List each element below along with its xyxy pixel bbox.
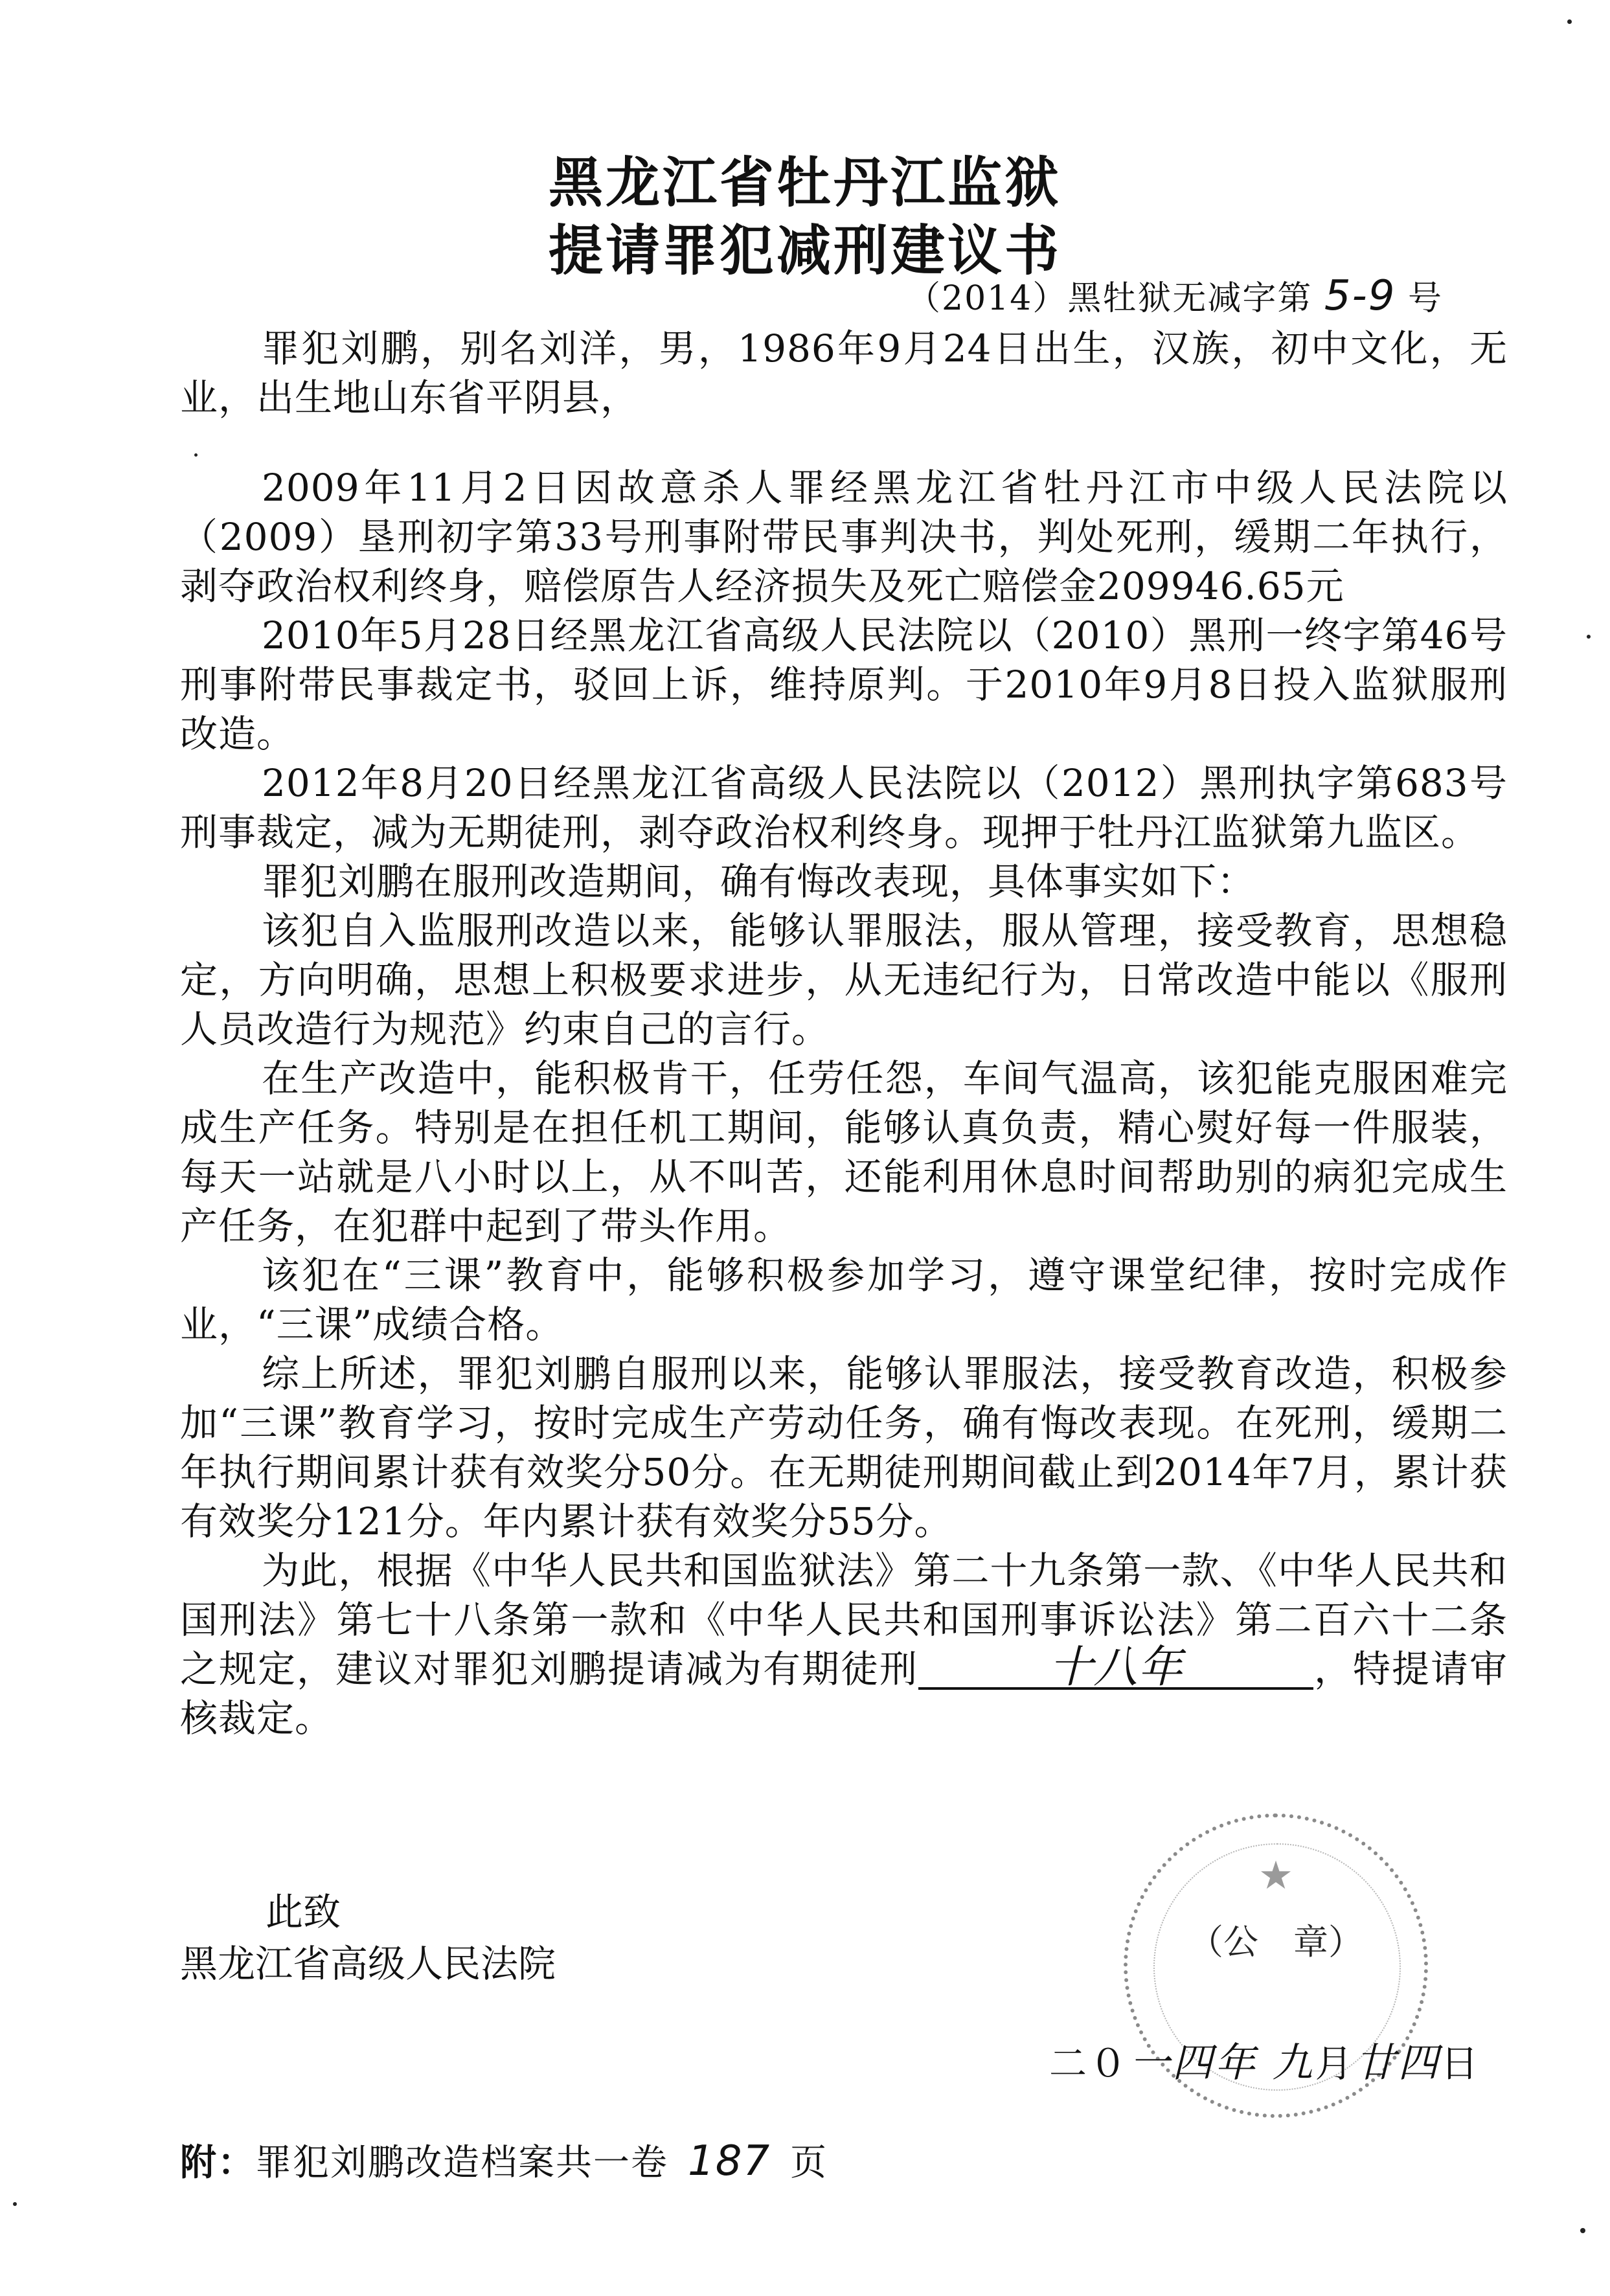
body-block-1 <box>180 324 1508 422</box>
paragraph-summary: 综上所述，罪犯刘鹏自服刑以来，能够认罪服法，接受教育改造，积极参加“三课”教育学习，按时完成生产劳动任务，确有悔改表现。在死刑，缓期二年执行期间累计获有效奖分50分。在无期徒刑期间截止到2014年7月，累计获有效奖分121分。年内累计获有效奖分55分。 <box>180 1352 1508 1543</box>
scan-speck <box>1580 2228 1585 2233</box>
paragraph-personal-info: 罪犯刘鹏，别名刘洋，男，1986年9月24日出生，汉族，初中文化，无业，出生地山东省平阴县， <box>180 326 1508 420</box>
proposal-closing-text: ，特提请审核裁定。 <box>180 1647 1508 1740</box>
paragraph-original-sentence: 2009年11月2日因故意杀人罪经黑龙江省牡丹江市中级人民法院以（2009）垦刑初字第33号刑事附带民事判决书，判处死刑，缓期二年执行，剥夺政治权利终身，赔偿原告人经济损失及死亡赔偿金209946.65元 <box>180 466 1508 608</box>
scan-speck <box>1567 19 1572 24</box>
document-number <box>907 271 1443 320</box>
date-day-suffix: 日 <box>1440 2041 1481 2086</box>
seal-star-icon: ★ <box>1258 1853 1293 1898</box>
document-title-line1: 黑龙江省牡丹江监狱 <box>548 151 1061 214</box>
attachment-text: 罪犯刘鹏改造档案共一卷 <box>255 2142 668 2184</box>
document-number-prefix: （2014）黑牡狱无减字第 <box>907 279 1313 318</box>
salutation: 此致 <box>266 1890 341 1934</box>
paragraph-production: 在生产改造中，能积极肯干，任劳任怨，车间气温高，该犯能克服困难完成生产任务。特别是在担任机工期间，能够认真负责，精心熨好每一件服装，每天一站就是八小时以上，从不叫苦，还能利用休息时间帮助别的病犯完成生产任务，在犯群中起到了带头作用。 <box>180 1056 1508 1248</box>
document-number-handwritten: 5-9 <box>1324 272 1396 320</box>
document-date <box>1049 2030 1481 2088</box>
paragraph-commutation: 2012年8月20日经黑龙江省高级人民法院以（2012）黑刑执字第683号刑事裁定，减为无期徒刑，剥夺政治权利终身。现押于牡丹江监狱第九监区。 <box>180 761 1508 854</box>
paragraph-facts-intro: 罪犯刘鹏在服刑改造期间，确有悔改表现，具体事实如下： <box>262 859 1256 904</box>
document-title-line2: 提请罪犯减刑建议书 <box>548 219 1061 282</box>
date-prefix: 二０ <box>1049 2041 1130 2086</box>
attachment-note <box>180 2134 828 2186</box>
date-month-handwritten: 九 <box>1272 2039 1315 2086</box>
scan-speck <box>1587 635 1591 639</box>
scan-speck <box>194 453 198 457</box>
body-block-2 <box>180 463 1508 1743</box>
proposal-text: 为此，根据《中华人民共和国监狱法》第二十九条第一款、《中华人民共和国刑法》第七十八条第一款和《中华人民共和国刑事诉讼法》第二百六十二条之规定，建议对罪犯刘鹏提请减为有期徒刑 <box>180 1549 1508 1691</box>
scan-speck <box>13 2202 17 2206</box>
proposed-term-handwritten: 十八年 <box>918 1648 1313 1690</box>
paragraph-appeal: 2010年5月28日经黑龙江省高级人民法院以（2010）黑刑一终字第46号刑事附带民事裁定书，驳回上诉，维持原判。于2010年9月8日投入监狱服刑改造。 <box>180 613 1508 756</box>
paragraph-proposal <box>180 1546 1508 1743</box>
document-number-suffix: 号 <box>1407 279 1443 318</box>
attachment-pages-handwritten: 187 <box>688 2137 771 2185</box>
paragraph-education: 该犯在“三课”教育中，能够积极参加学习，遵守课堂纪律，按时完成作业，“三课”成绩合格。 <box>180 1253 1508 1347</box>
recipient-court: 黑龙江省高级人民法院 <box>180 1942 556 1986</box>
date-year-handwritten: 一四年 <box>1129 2039 1258 2086</box>
seal-label: （公 章） <box>1188 1922 1363 1962</box>
date-month-suffix: 月 <box>1315 2041 1355 2086</box>
attachment-pages-suffix: 页 <box>790 2142 828 2184</box>
date-day-handwritten: 廿四 <box>1355 2039 1441 2086</box>
attachment-label: 附： <box>180 2142 255 2184</box>
paragraph-behavior: 该犯自入监服刑改造以来，能够认罪服法，服从管理，接受教育，思想稳定，方向明确，思想上积极要求进步，从无违纪行为，日常改造中能以《服刑人员改造行为规范》约束自己的言行。 <box>180 909 1508 1051</box>
